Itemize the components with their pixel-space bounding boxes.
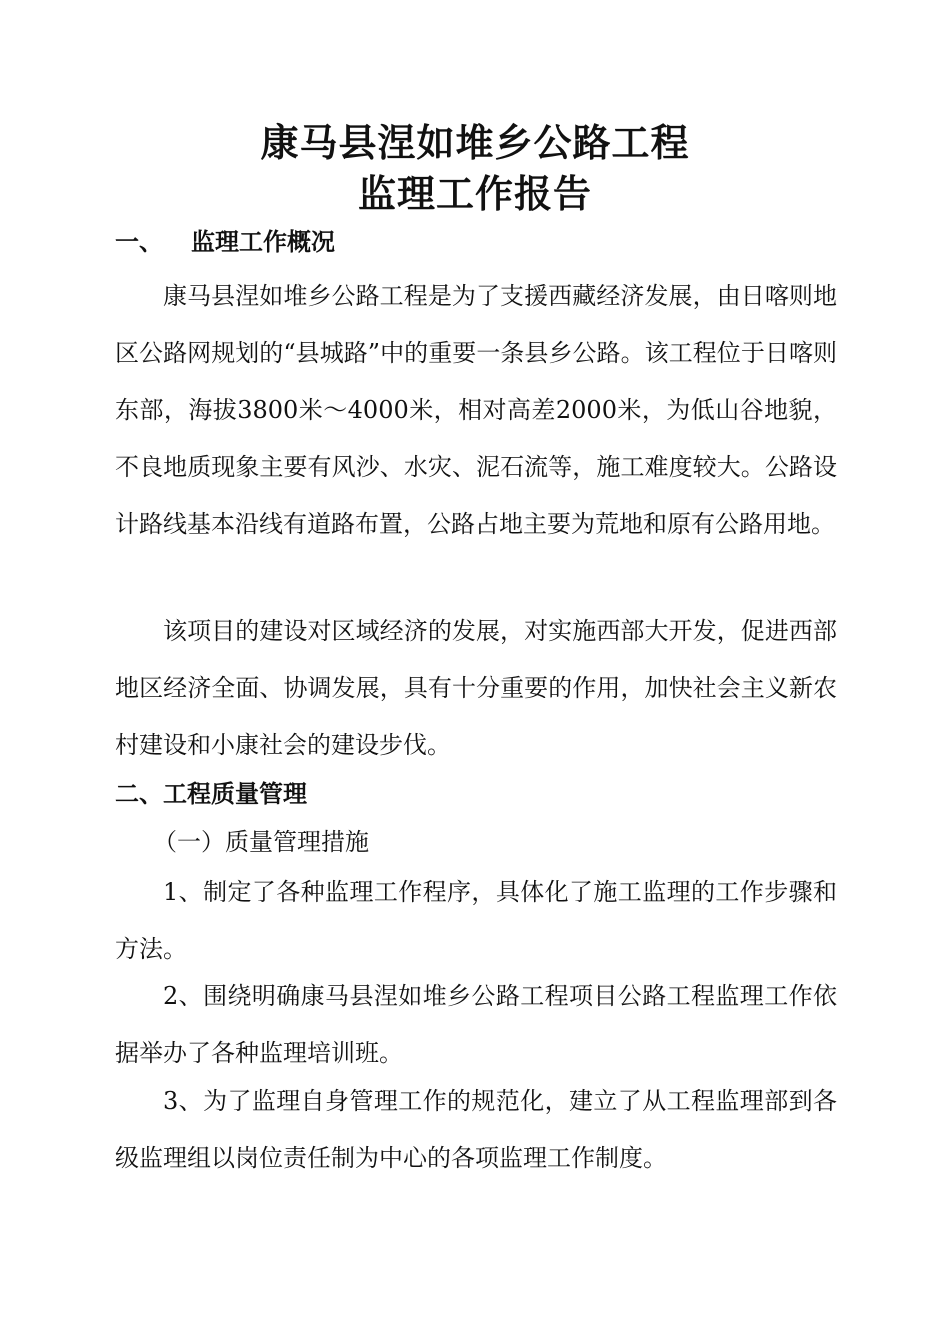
section1-heading xyxy=(115,226,335,258)
section2-item-3: 3、为了监理自身管理工作的规范化，建立了从工程监理部到各级监理组以岗位责任制为中心的各项监理工作制度。 xyxy=(115,1087,837,1172)
section1-paragraph1: 康马县涅如堆乡公路工程是为了支援西藏经济发展，由日喀则地区公路网规划的“县城路”中的重要一条县乡公路。该工程位于日喀则东部，海拔3800米～4000米，相对高差2000米，为低山谷地貌，不良地质现象主要有风沙、水灾、泥石流等，施工难度较大。公路设计路线基本沿线有道路布置，公路占地主要为荒地和原有公路用地。 xyxy=(115,282,837,538)
section1-paragraph2: 该项目的建设对区域经济的发展，对实施西部大开发，促进西部地区经济全面、协调发展，具有十分重要的作用，加快社会主义新农村建设和小康社会的建设步伐。 xyxy=(115,617,837,759)
section2-item-2: 2、围绕明确康马县涅如堆乡公路工程项目公路工程监理工作依据举办了各种监理培训班。 xyxy=(115,982,837,1067)
section1-number: 一、 xyxy=(115,227,163,256)
document-title-line1: 康马县涅如堆乡公路工程 xyxy=(260,120,690,165)
document-title-line2: 监理工作报告 xyxy=(357,171,592,216)
section2-item-1: 1、制定了各种监理工作程序，具体化了施工监理的工作步骤和方法。 xyxy=(115,878,837,963)
section2-subheading: （一）质量管理措施 xyxy=(153,828,369,856)
section1-heading-text: 监理工作概况 xyxy=(191,227,335,256)
section2-heading: 二、工程质量管理 xyxy=(115,779,307,808)
